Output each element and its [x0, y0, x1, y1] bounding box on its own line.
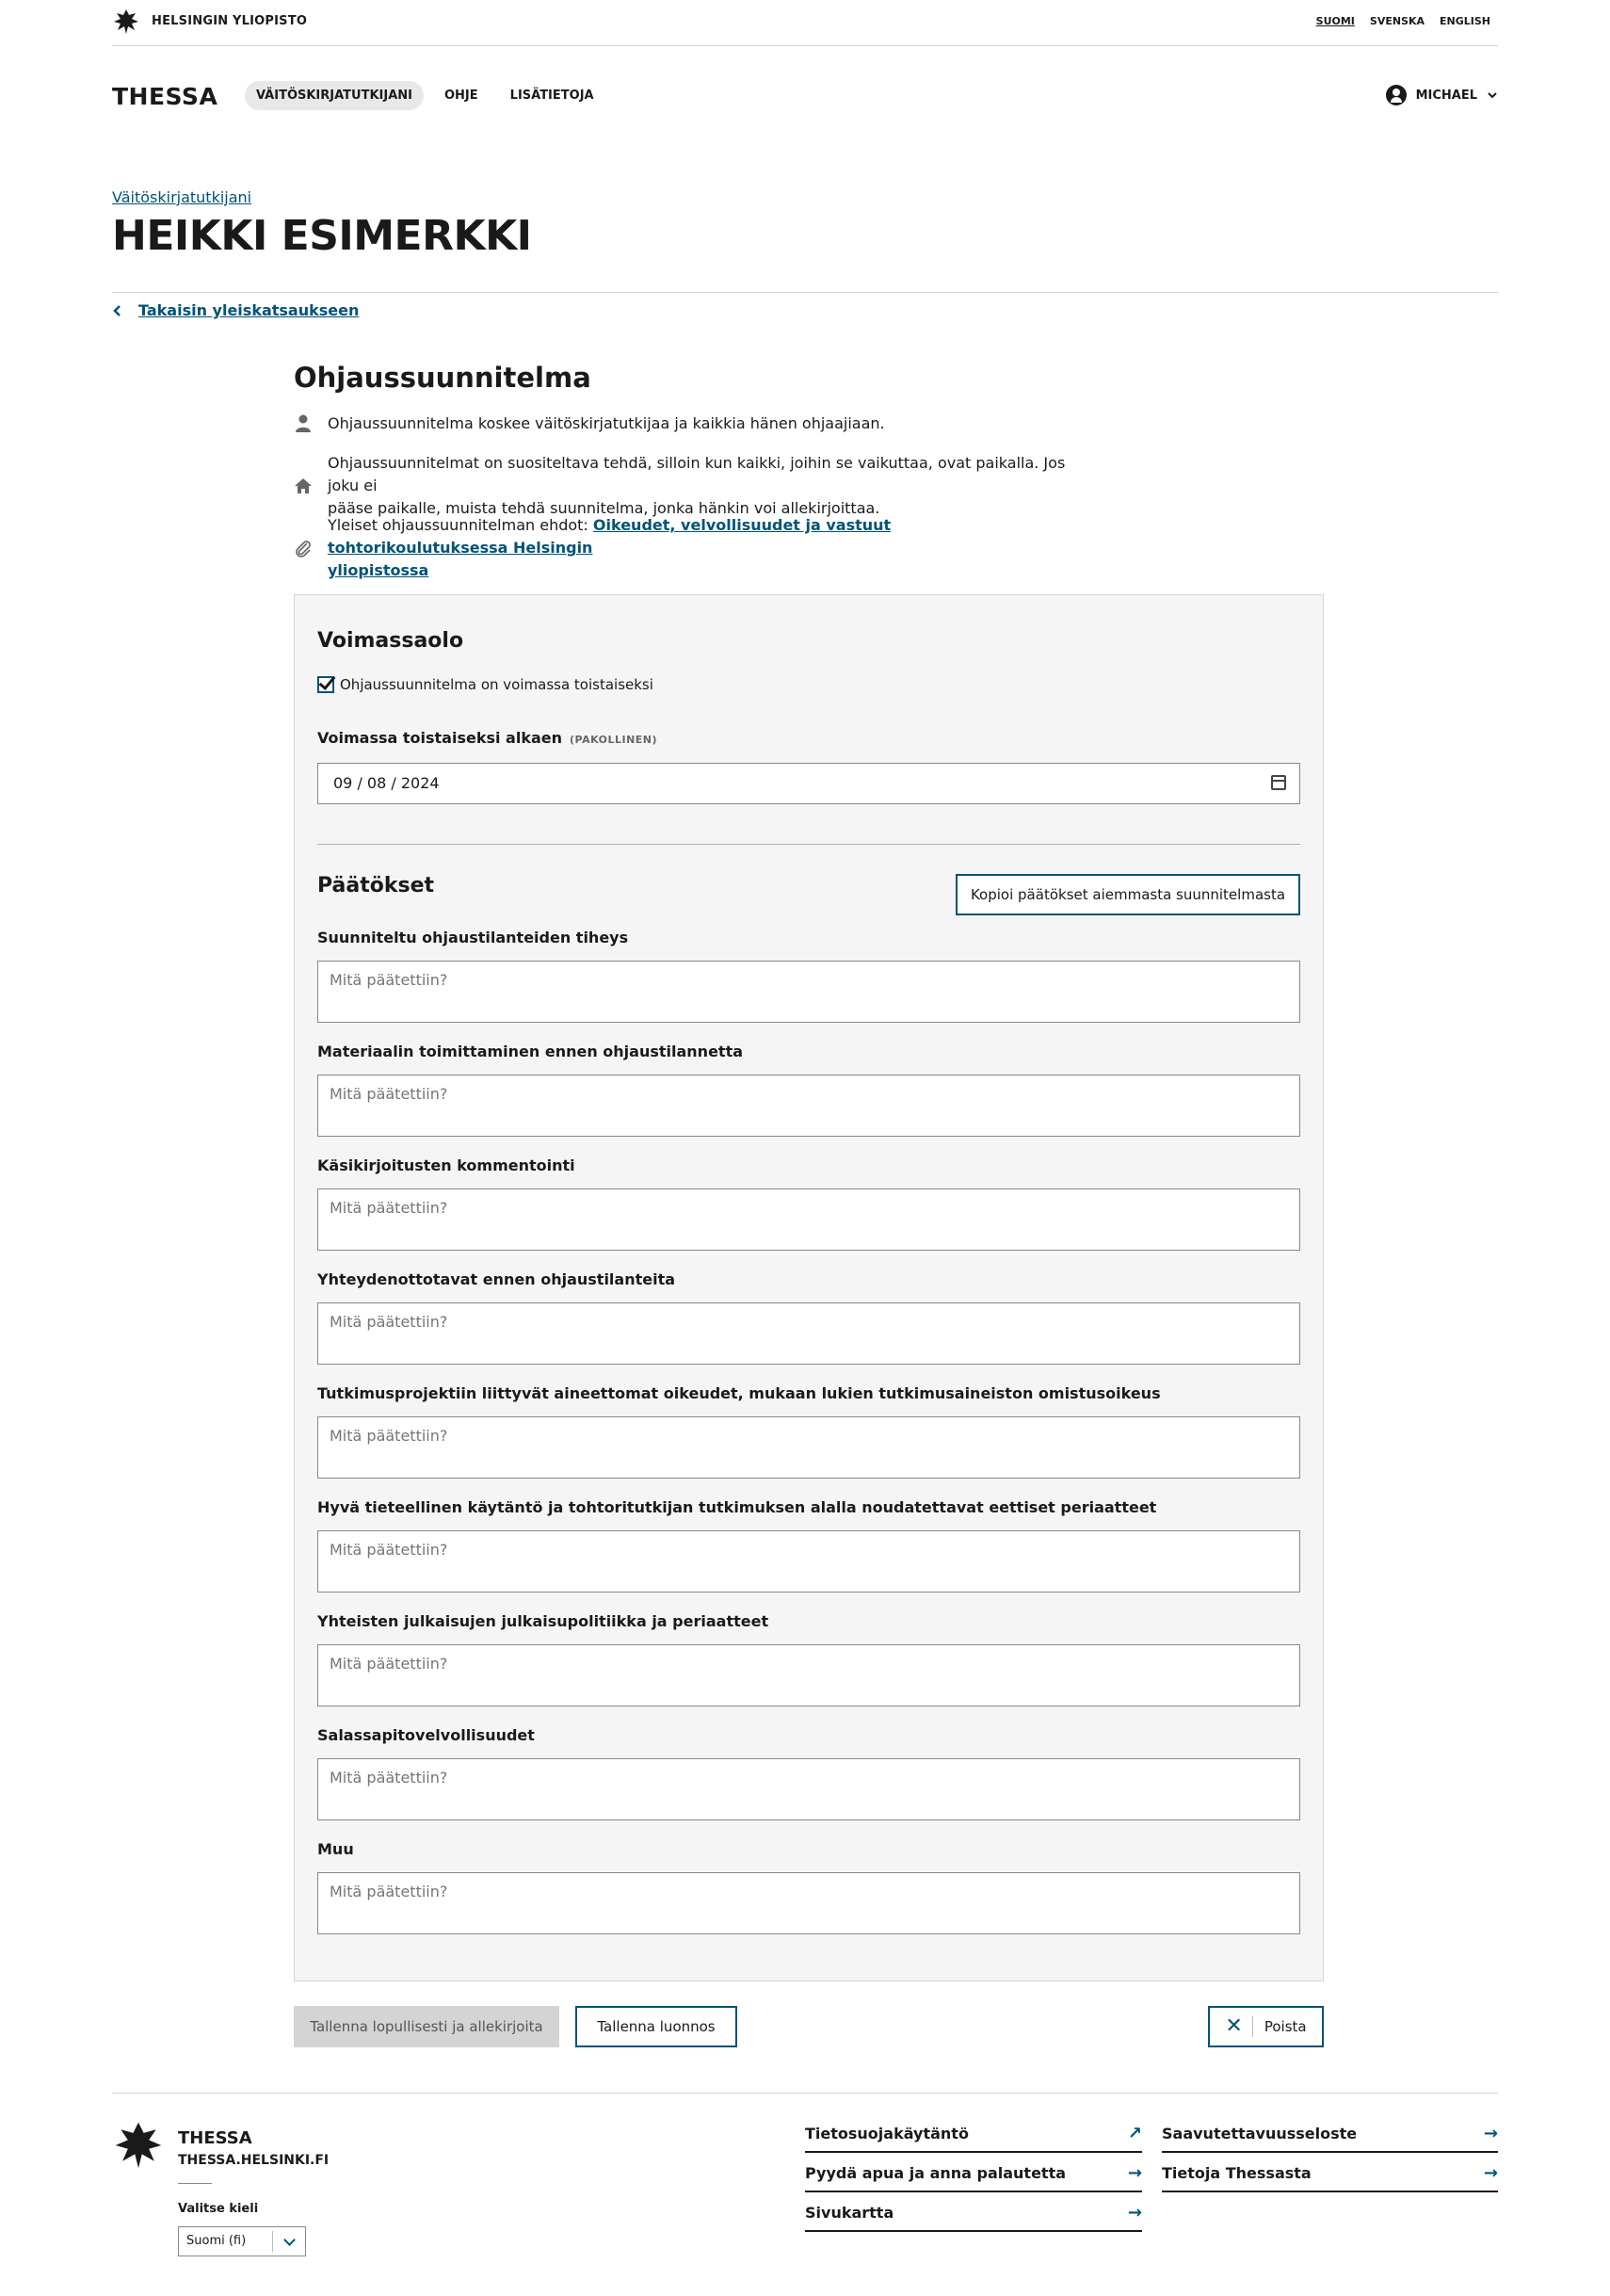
arrow-right-icon: →	[1483, 2123, 1498, 2143]
field-label: Yhteisten julkaisujen julkaisupolitiikka ja periaatteet	[317, 1612, 769, 1630]
info-text: Ohjaussuunnitelma koskee väitöskirjatutkijaa ja kaikkia hänen ohjaajiaan.	[328, 414, 885, 432]
footer-brand: THESSA	[178, 2128, 252, 2148]
arrow-right-icon: →	[1127, 2202, 1142, 2223]
decision-input-contact-methods[interactable]	[317, 1302, 1300, 1365]
language-select-value: Suomi (fi)	[186, 2234, 247, 2248]
university-name: HELSINGIN YLIOPISTO	[152, 14, 308, 28]
footer-link-label: Tietosuojakäytäntö	[805, 2124, 969, 2142]
start-date-label-text: Voimassa toistaiseksi alkaen	[317, 729, 562, 747]
validity-heading: Voimassaolo	[317, 629, 464, 653]
arrow-right-icon: →	[1127, 2162, 1142, 2183]
section-title: Ohjaussuunnitelma	[294, 362, 591, 394]
checkbox-checked-icon[interactable]	[317, 676, 334, 693]
footer-link-about[interactable]	[1162, 2155, 1498, 2192]
footer-link-privacy[interactable]	[805, 2115, 1142, 2153]
close-icon: ✕	[1225, 2016, 1252, 2037]
select-separator	[272, 2231, 273, 2252]
save-final-button[interactable]: Tallenna lopullisesti ja allekirjoita	[294, 2006, 559, 2047]
delete-button[interactable]	[1208, 2006, 1324, 2047]
footer-logo-icon	[112, 2119, 165, 2172]
lang-svenska[interactable]: SVENSKA	[1369, 15, 1425, 27]
required-tag: (PAKOLLINEN)	[570, 734, 658, 746]
external-link-icon: ↗	[1127, 2123, 1142, 2143]
decisions-heading: Päätökset	[317, 874, 435, 897]
top-bar	[112, 0, 1498, 46]
user-menu[interactable]	[1386, 85, 1498, 105]
field-label: Tutkimusprojektiin liittyvät aineettomat oikeudet, mukaan lukien tutkimusaineiston omistusoikeus	[317, 1384, 1161, 1402]
info-row-terms	[294, 514, 1066, 582]
footer-site[interactable]: THESSA.HELSINKI.FI	[178, 2153, 330, 2168]
field-label: Salassapitovelvollisuudet	[317, 1726, 535, 1744]
section-divider	[317, 844, 1300, 845]
footer-short-divider	[178, 2183, 212, 2184]
calendar-icon[interactable]	[1271, 775, 1286, 790]
user-name: MICHAEL	[1415, 88, 1477, 103]
field-label: Muu	[317, 1840, 354, 1858]
nav-item-more-info[interactable]: LISÄTIETOJA	[509, 89, 594, 103]
decision-input-ip-rights[interactable]	[317, 1416, 1300, 1479]
person-icon	[294, 412, 313, 435]
decision-input-publication-policy[interactable]	[317, 1644, 1300, 1706]
footer-link-accessibility[interactable]	[1162, 2115, 1498, 2153]
decision-input-other[interactable]	[317, 1872, 1300, 1934]
footer-link-label: Sivukartta	[805, 2203, 894, 2222]
indefinite-validity-checkbox[interactable]	[317, 676, 653, 693]
plan-form	[294, 594, 1324, 1981]
footer-link-label: Tietoja Thessasta	[1162, 2163, 1312, 2182]
breadcrumb[interactable]: Väitöskirjatutkijani	[112, 188, 252, 206]
user-avatar-icon	[1386, 85, 1407, 105]
decision-input-research-ethics[interactable]	[317, 1530, 1300, 1593]
header-divider	[112, 292, 1498, 293]
nav-item-doctoral-researchers[interactable]: VÄITÖSKIRJATUTKIJANI	[245, 81, 424, 110]
start-date-value: 09 / 08 / 2024	[333, 774, 440, 792]
decision-input-frequency[interactable]	[317, 961, 1300, 1023]
page-title: HEIKKI ESIMERKKI	[112, 212, 532, 260]
info-text	[328, 452, 1066, 520]
info-text-line: pääse paikalle, muista tehdä suunnitelma, jonka hänkin voi allekirjoittaa.	[328, 499, 880, 517]
back-link[interactable]	[112, 301, 359, 319]
field-label: Suunniteltu ohjaustilanteiden tiheys	[317, 929, 629, 946]
footer-link-label: Pyydä apua ja anna palautetta	[805, 2163, 1067, 2182]
start-date-input[interactable]	[317, 763, 1300, 804]
delete-button-label: Poista	[1264, 2018, 1307, 2035]
decision-input-material[interactable]	[317, 1075, 1300, 1137]
chevron-down-icon	[283, 2234, 296, 2246]
save-draft-button[interactable]: Tallenna luonnos	[575, 2006, 737, 2047]
field-label: Yhteydenottotavat ennen ohjaustilanteita	[317, 1270, 676, 1288]
nav-item-help[interactable]: OHJE	[444, 89, 478, 103]
info-text-line: Ohjaussuunnitelmat on suositeltava tehdä, silloin kun kaikki, joihin se vaikuttaa, ovat paikalla. Jos joku ei	[328, 454, 1066, 494]
home-icon	[294, 452, 313, 520]
footer-divider	[112, 2093, 1498, 2094]
app-brand[interactable]: THESSA	[112, 83, 218, 110]
field-label: Materiaalin toimittaminen ennen ohjaustilannetta	[317, 1043, 744, 1060]
language-select-label: Valitse kieli	[178, 2202, 259, 2216]
decision-input-confidentiality[interactable]	[317, 1758, 1300, 1820]
chevron-left-icon	[112, 304, 121, 317]
decision-input-manuscript-comments[interactable]	[317, 1188, 1300, 1251]
main-nav	[245, 81, 605, 110]
footer-link-label: Saavutettavuusseloste	[1162, 2124, 1358, 2142]
terms-link-line: Oikeudet, velvollisuudet ja vastuut tohtorikoulutuksessa Helsingin	[328, 516, 892, 557]
chevron-down-icon	[1487, 89, 1498, 101]
university-logo-icon[interactable]	[112, 8, 140, 36]
language-switcher	[1316, 15, 1490, 27]
info-text-prefix: Yleiset ohjaussuunnitelman ehdot:	[328, 516, 593, 534]
footer-link-sitemap[interactable]	[805, 2194, 1142, 2232]
lang-suomi[interactable]: SUOMI	[1315, 15, 1355, 27]
copy-decisions-button[interactable]: Kopioi päätökset aiemmasta suunnitelmasta	[956, 874, 1300, 915]
terms-link-line: yliopistossa	[328, 561, 429, 579]
language-select[interactable]	[178, 2226, 306, 2256]
info-text	[328, 514, 1066, 582]
info-row-presence	[294, 452, 1066, 520]
checkbox-label: Ohjaussuunnitelma on voimassa toistaiseksi	[340, 676, 653, 693]
paperclip-icon	[294, 514, 313, 582]
info-row-participants	[294, 412, 1066, 435]
field-label: Käsikirjoitusten kommentointi	[317, 1156, 575, 1174]
lang-english[interactable]: ENGLISH	[1440, 15, 1490, 27]
field-label: Hyvä tieteellinen käytäntö ja tohtoritutkijan tutkimuksen alalla noudatettavat eettiset periaatteet	[317, 1498, 1157, 1516]
start-date-label	[317, 729, 657, 747]
arrow-right-icon: →	[1483, 2162, 1498, 2183]
back-link-label: Takaisin yleiskatsaukseen	[138, 301, 360, 319]
footer-link-feedback[interactable]	[805, 2155, 1142, 2192]
